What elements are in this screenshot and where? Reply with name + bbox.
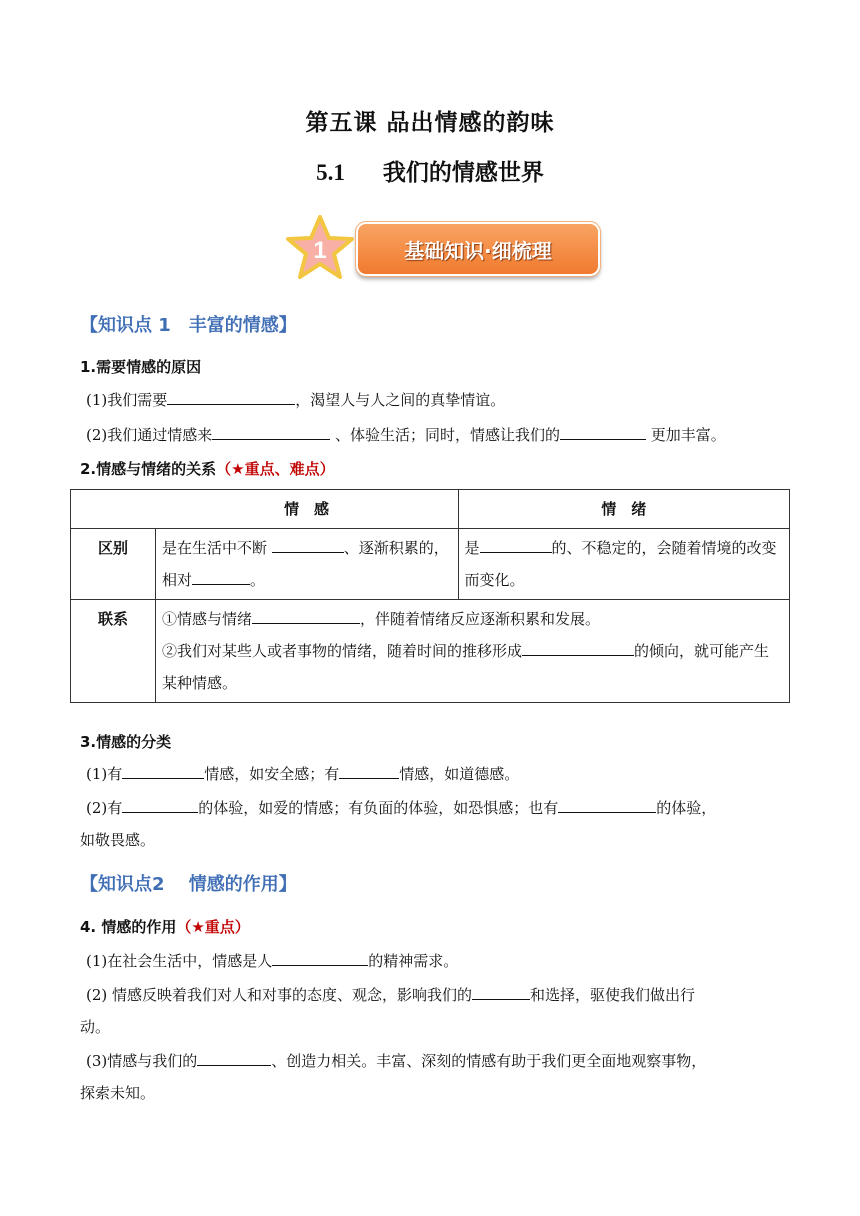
q3-line1 bbox=[86, 763, 519, 785]
fill-blank[interactable] bbox=[167, 390, 295, 405]
table-corner-cell bbox=[71, 490, 156, 529]
q3-line1-text-b: 情感，如安全感；有 bbox=[204, 765, 340, 783]
q1-line2-text-b: 、体验生活；同时，情感让我们的 bbox=[330, 426, 561, 444]
fill-blank[interactable] bbox=[560, 425, 646, 440]
section-title-text: 我们的情感世界 bbox=[382, 160, 544, 186]
cell-text: 。 bbox=[250, 571, 266, 589]
row-label-difference: 区别 bbox=[71, 529, 156, 600]
table-row bbox=[71, 600, 790, 703]
q4-line1-text-b: 的精神需求。 bbox=[368, 952, 459, 970]
fill-blank[interactable] bbox=[558, 798, 656, 813]
q1-line1 bbox=[86, 389, 505, 411]
q3-line1-text-a: (1)有 bbox=[86, 765, 123, 783]
cell-text: 是在生活中不断 bbox=[162, 539, 272, 557]
cell-connection bbox=[156, 600, 790, 703]
q3-line2 bbox=[86, 797, 716, 819]
q4-heading-text: 4. 情感的作用 bbox=[80, 918, 177, 936]
table-row bbox=[71, 529, 790, 600]
cell-text: 的、不稳定的，会随着情境的改变而变化。 bbox=[464, 539, 777, 589]
cell-text: ，伴随着情绪反应逐渐积累和发展。 bbox=[360, 610, 601, 628]
banner-pill bbox=[356, 222, 600, 276]
cell-mood-difference bbox=[458, 529, 790, 600]
section-number: 5.1 bbox=[316, 160, 345, 185]
q4-heading bbox=[80, 916, 250, 937]
q3-line2-text-c: 的体验， bbox=[656, 799, 717, 817]
fill-blank[interactable] bbox=[197, 1051, 271, 1066]
table-header-emotion: 情 感 bbox=[156, 490, 459, 529]
fill-blank[interactable] bbox=[252, 609, 360, 624]
q3-line2-text-b: 的体验，如爱的情感；有负面的体验，如恐惧感；也有 bbox=[198, 799, 559, 817]
cell-emotion-difference bbox=[156, 529, 459, 600]
section-banner bbox=[286, 214, 602, 282]
q3-line2-text-a: (2)有 bbox=[86, 799, 123, 817]
q2-heading-note: （★重点、难点） bbox=[216, 460, 335, 478]
q1-line1-text-b: ，渴望人与人之间的真挚情谊。 bbox=[295, 391, 506, 409]
q4-line2-cont: 动。 bbox=[80, 1018, 111, 1036]
q2-heading-text: 2.情感与情绪的关系 bbox=[80, 460, 217, 478]
q4-line3 bbox=[86, 1050, 706, 1072]
section-title bbox=[0, 154, 860, 187]
fill-blank[interactable] bbox=[522, 641, 634, 656]
knowledge-point-2-title: 【知识点2 情感的作用】 bbox=[80, 874, 297, 895]
q4-line3-text-a: (3)情感与我们的 bbox=[86, 1052, 198, 1070]
q3-line1-text-c: 情感，如道德感。 bbox=[399, 765, 520, 783]
q4-line2-text-a: (2) 情感反映着我们对人和对事的态度、观念，影响我们的 bbox=[86, 986, 473, 1004]
q1-line2-text-c: 更加丰富。 bbox=[646, 426, 726, 444]
fill-blank[interactable] bbox=[480, 538, 552, 553]
q4-line2 bbox=[86, 984, 695, 1006]
lesson-title: 第五课 品出情感的韵味 bbox=[305, 110, 555, 136]
fill-blank[interactable] bbox=[472, 985, 530, 1000]
table-header-row bbox=[71, 490, 790, 529]
q3-heading: 3.情感的分类 bbox=[80, 733, 172, 751]
star-number: 1 bbox=[313, 237, 327, 264]
table-header-mood: 情 绪 bbox=[458, 490, 790, 529]
q3-line3: 如敬畏感。 bbox=[80, 831, 156, 849]
q4-line1 bbox=[86, 950, 458, 972]
q1-line2-text-a: (2)我们通过情感来 bbox=[86, 426, 213, 444]
q4-line3-cont: 探索未知。 bbox=[80, 1084, 156, 1102]
star-icon bbox=[286, 214, 354, 282]
fill-blank[interactable] bbox=[339, 764, 399, 779]
q4-heading-note: （★重点） bbox=[176, 918, 250, 936]
q1-line1-text-a: (1)我们需要 bbox=[86, 391, 168, 409]
fill-blank[interactable] bbox=[212, 425, 330, 440]
fill-blank[interactable] bbox=[272, 951, 368, 966]
emotion-relation-table bbox=[70, 489, 790, 703]
q1-heading: 1.需要情感的原因 bbox=[80, 358, 202, 376]
banner-label: 基础知识·细梳理 bbox=[404, 239, 552, 263]
q4-line2-text-b: 和选择，驱使我们做出行 bbox=[530, 986, 696, 1004]
cell-text: 的倾向，就可能产生某种情感。 bbox=[162, 642, 770, 692]
q4-line3-text-b: 、创造力相关。丰富、深刻的情感有助于我们更全面地观察事物， bbox=[271, 1052, 707, 1070]
cell-text: ①情感与情绪 bbox=[162, 610, 253, 628]
fill-blank[interactable] bbox=[122, 764, 204, 779]
row-label-connection: 联系 bbox=[71, 600, 156, 703]
q2-heading bbox=[80, 458, 335, 479]
fill-blank[interactable] bbox=[122, 798, 198, 813]
fill-blank[interactable] bbox=[192, 570, 250, 585]
knowledge-point-1-title: 【知识点 1 丰富的情感】 bbox=[80, 315, 297, 336]
cell-text: ②我们对某些人或者事物的情绪，随着时间的推移形成 bbox=[162, 642, 523, 660]
cell-text: 、逐渐积累的，相对 bbox=[162, 539, 449, 589]
q4-line1-text-a: (1)在社会生活中，情感是人 bbox=[86, 952, 273, 970]
cell-text: 是 bbox=[464, 539, 480, 557]
q1-line2 bbox=[86, 424, 726, 446]
fill-blank[interactable] bbox=[272, 538, 344, 553]
